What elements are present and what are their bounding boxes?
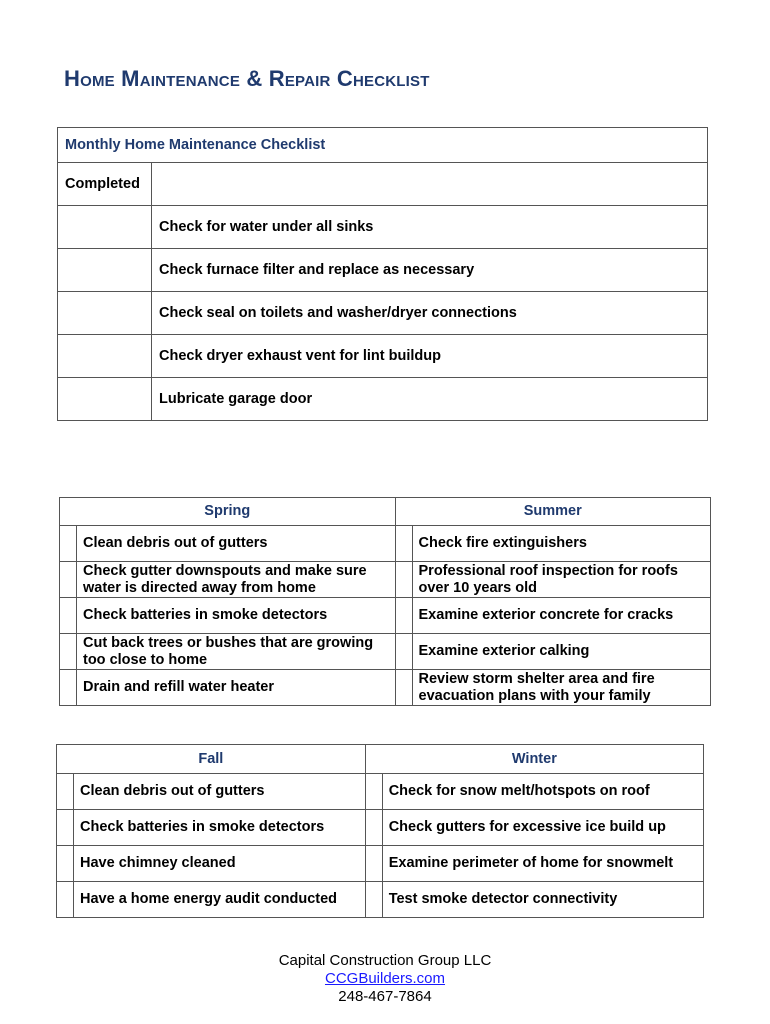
winter-checkbox-1[interactable] xyxy=(365,774,382,810)
phone-number: 248-467-7864 xyxy=(338,988,432,1005)
footer xyxy=(0,952,770,1006)
completed-header-blank xyxy=(152,163,708,206)
table-row xyxy=(60,634,711,670)
table-row xyxy=(57,810,704,846)
spring-item-2: Check gutter downspouts and make sure water is directed away from home xyxy=(77,562,396,598)
summer-checkbox-5[interactable] xyxy=(395,670,412,706)
summer-item-3: Examine exterior concrete for cracks xyxy=(412,598,710,634)
monthly-item-2: Check furnace filter and replace as necessary xyxy=(152,249,708,292)
fall-item-2: Check batteries in smoke detectors xyxy=(74,810,366,846)
monthly-item-5: Lubricate garage door xyxy=(152,378,708,421)
spring-checkbox-1[interactable] xyxy=(60,526,77,562)
winter-checkbox-2[interactable] xyxy=(365,810,382,846)
spring-item-5: Drain and refill water heater xyxy=(77,670,396,706)
spring-header: Spring xyxy=(60,498,396,526)
spring-item-1: Clean debris out of gutters xyxy=(77,526,396,562)
winter-item-3: Examine perimeter of home for snowmelt xyxy=(382,846,703,882)
summer-item-4: Examine exterior calking xyxy=(412,634,710,670)
monthly-checkbox-2[interactable] xyxy=(58,249,152,292)
winter-checkbox-4[interactable] xyxy=(365,882,382,918)
summer-item-5: Review storm shelter area and fire evacuation plans with your family xyxy=(412,670,710,706)
summer-checkbox-3[interactable] xyxy=(395,598,412,634)
monthly-header: Monthly Home Maintenance Checklist xyxy=(58,128,708,163)
monthly-checklist-table xyxy=(57,127,708,421)
page-title: Home Maintenance & Repair Checklist xyxy=(64,66,430,91)
spring-item-3: Check batteries in smoke detectors xyxy=(77,598,396,634)
company-name: Capital Construction Group LLC xyxy=(278,952,492,969)
spring-checkbox-3[interactable] xyxy=(60,598,77,634)
table-row xyxy=(57,882,704,918)
spring-checkbox-5[interactable] xyxy=(60,670,77,706)
website-link[interactable]: CCGBuilders.com xyxy=(324,970,446,987)
fall-item-3: Have chimney cleaned xyxy=(74,846,366,882)
monthly-checkbox-4[interactable] xyxy=(58,335,152,378)
winter-item-2: Check gutters for excessive ice build up xyxy=(382,810,703,846)
fall-checkbox-4[interactable] xyxy=(57,882,74,918)
monthly-item-4: Check dryer exhaust vent for lint buildup xyxy=(152,335,708,378)
table-row xyxy=(58,206,708,249)
completed-label: Completed xyxy=(58,163,152,206)
monthly-item-1: Check for water under all sinks xyxy=(152,206,708,249)
table-row xyxy=(58,292,708,335)
fall-item-4: Have a home energy audit conducted xyxy=(74,882,366,918)
spring-item-4: Cut back trees or bushes that are growing too close to home xyxy=(77,634,396,670)
spring-summer-table xyxy=(59,497,711,706)
table-row xyxy=(58,335,708,378)
summer-item-1: Check fire extinguishers xyxy=(412,526,710,562)
monthly-checkbox-3[interactable] xyxy=(58,292,152,335)
table-row xyxy=(58,249,708,292)
summer-header: Summer xyxy=(395,498,710,526)
table-row xyxy=(57,846,704,882)
winter-item-1: Check for snow melt/hotspots on roof xyxy=(382,774,703,810)
fall-header: Fall xyxy=(57,745,366,774)
winter-checkbox-3[interactable] xyxy=(365,846,382,882)
winter-header: Winter xyxy=(365,745,703,774)
table-row xyxy=(58,378,708,421)
fall-item-1: Clean debris out of gutters xyxy=(74,774,366,810)
monthly-item-3: Check seal on toilets and washer/dryer connections xyxy=(152,292,708,335)
table-row xyxy=(60,598,711,634)
monthly-checkbox-5[interactable] xyxy=(58,378,152,421)
fall-checkbox-1[interactable] xyxy=(57,774,74,810)
table-row xyxy=(60,562,711,598)
summer-checkbox-1[interactable] xyxy=(395,526,412,562)
summer-checkbox-2[interactable] xyxy=(395,562,412,598)
summer-checkbox-4[interactable] xyxy=(395,634,412,670)
winter-item-4: Test smoke detector connectivity xyxy=(382,882,703,918)
summer-item-2: Professional roof inspection for roofs over 10 years old xyxy=(412,562,710,598)
table-row xyxy=(60,526,711,562)
fall-winter-table xyxy=(56,744,704,918)
fall-checkbox-2[interactable] xyxy=(57,810,74,846)
table-row xyxy=(60,670,711,706)
spring-checkbox-2[interactable] xyxy=(60,562,77,598)
monthly-checkbox-1[interactable] xyxy=(58,206,152,249)
fall-checkbox-3[interactable] xyxy=(57,846,74,882)
table-row xyxy=(57,774,704,810)
spring-checkbox-4[interactable] xyxy=(60,634,77,670)
